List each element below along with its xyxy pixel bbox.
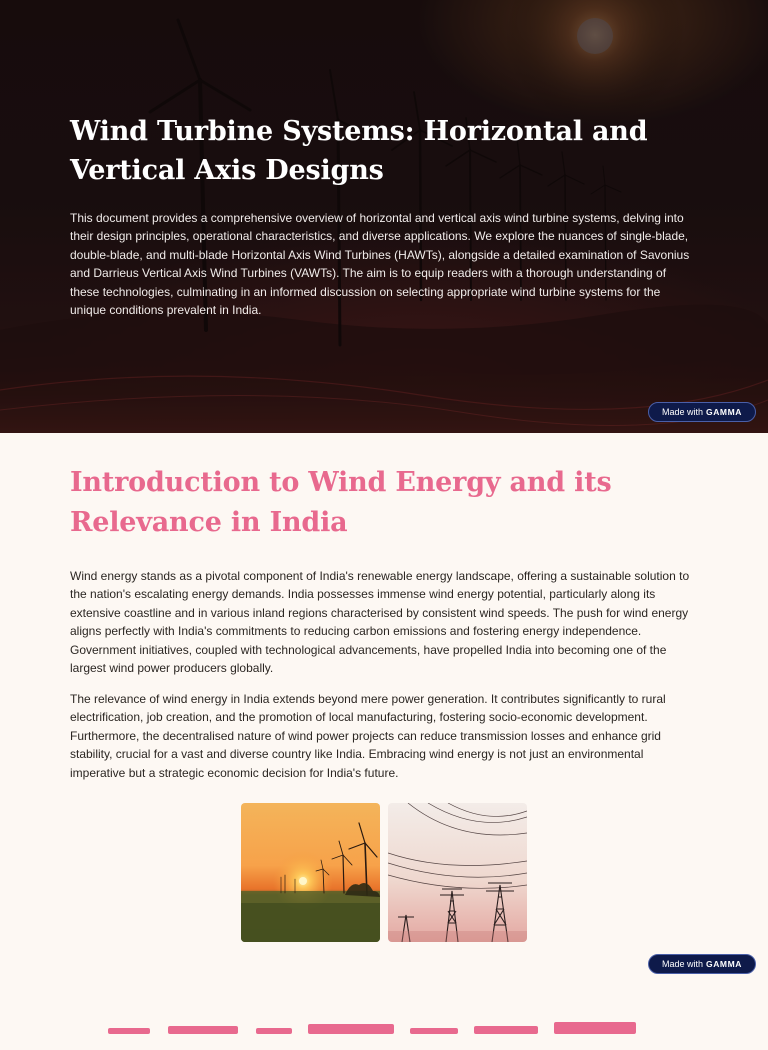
clipped-heading-fragment bbox=[70, 1018, 690, 1038]
document-title: Wind Turbine Systems: Horizontal and Vertical Axis Designs bbox=[70, 116, 648, 186]
hero-banner bbox=[0, 0, 768, 433]
section-title-introduction: Introduction to Wind Energy and its Relevance in India bbox=[70, 467, 612, 538]
badge-prefix: Made with bbox=[661, 407, 703, 417]
intro-paragraph: The relevance of wind energy in India extends beyond mere power generation. It contributes significantly to rural electrification, job creation, and the promotion of local manufacturing, fostering socio-economic development. Furthermore, the decentralised nature of wind power projects can reduce transmission losses and enhance grid stability, crucial for a vast and diverse country like India. Embracing wind energy is not just an environmental imperative but a strategic economic decision for India's future. bbox=[70, 692, 666, 780]
made-with-gamma-badge[interactable] bbox=[648, 402, 756, 422]
badge-prefix: Made with bbox=[661, 959, 703, 969]
document-summary: This document provides a comprehensive overview of horizontal and vertical axis wind turbine systems, delving into their design principles, operational characteristics, and diverse applications. We explore the nuances of single-blade, double-blade, and multi-blade Horizontal Axis Wind Turbines (HAWTs), alongside a detailed examination of Savonius and Darrieus Vertical Axis Wind Turbines (VAWTs). The aim is to equip readers with a thorough understanding of these technologies, culminating in an informed discussion on selecting appropriate wind turbine systems for the unique conditions prevalent in India. bbox=[70, 211, 690, 318]
power-transmission-lines-image bbox=[388, 803, 527, 942]
made-with-gamma-badge[interactable] bbox=[648, 954, 756, 974]
intro-paragraph: Wind energy stands as a pivotal component of India's renewable energy landscape, offering a sustainable solution to the nation's escalating energy demands. India possesses immense wind energy potential, particularly along its extensive coastline and in various inland regions characterised by consistent wind speeds. The push for wind energy aligns perfectly with India's commitments to reducing carbon emissions and fostering energy independence. Government initiatives, coupled with technological advancements, have propelled India into becoming one of the largest wind power producers globally. bbox=[70, 569, 690, 676]
gamma-logo: GAMMA bbox=[705, 407, 743, 417]
gamma-logo: GAMMA bbox=[705, 959, 743, 969]
sunset-wind-farm-image bbox=[241, 803, 380, 942]
next-section-title-clipped bbox=[70, 1010, 690, 1050]
